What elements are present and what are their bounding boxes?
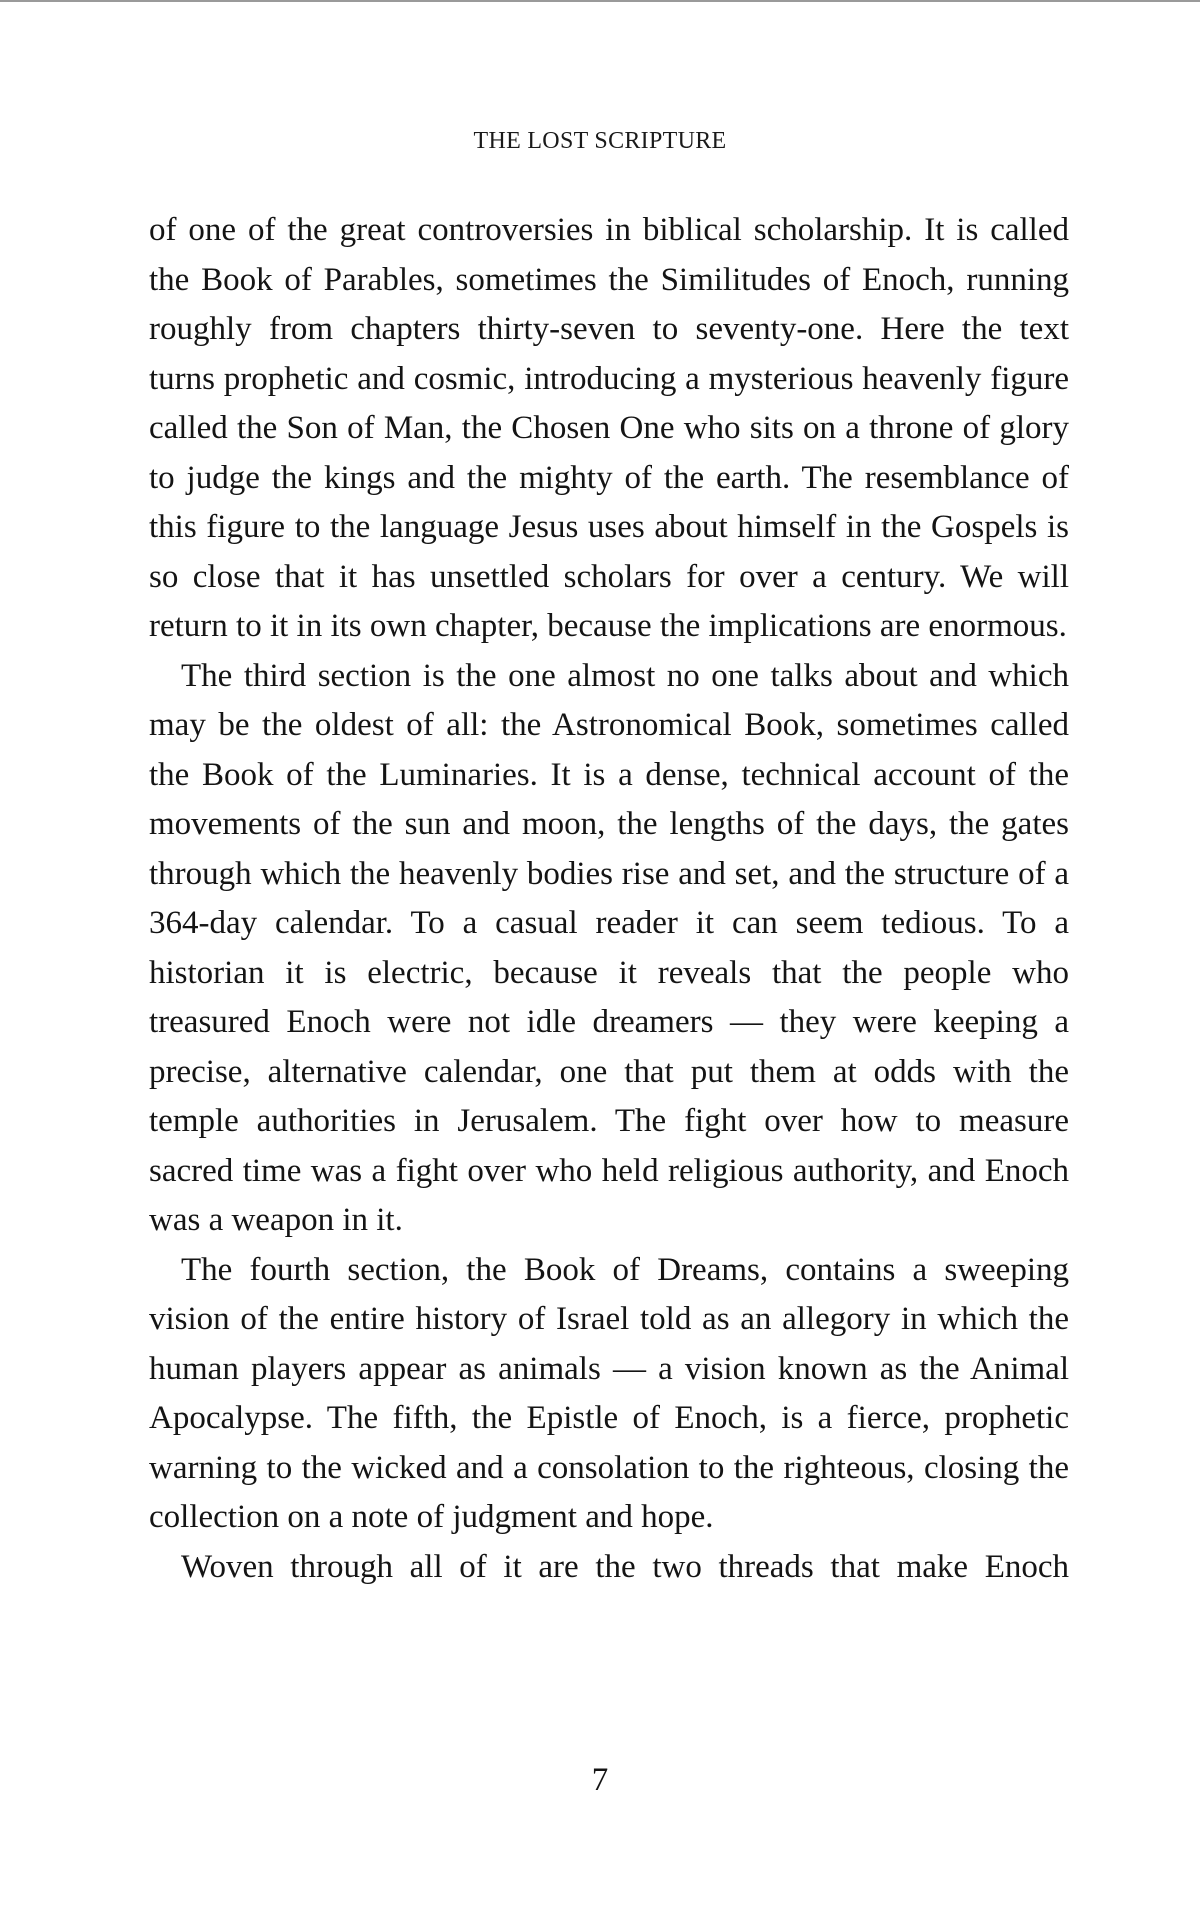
paragraph-woven-through: Woven through all of it are the two threads that make Enoch <box>181 1548 1069 1585</box>
running-head: THE LOST SCRIPTURE <box>473 128 727 154</box>
body-text <box>149 206 1069 1592</box>
paragraph-fourth-section: The fourth section, the Book of Dreams, contains a sweeping vision of the entire history of Israel told as an allegory in which the human players appear as animals — a vision known as the Animal Apocalypse. The fifth, the Epistle of Enoch, is a fierce, prophetic warning to the wicked and a consolation to the righteous, closing the collection on a note of judgment and hope. <box>149 1251 1069 1535</box>
top-border <box>0 0 1200 2</box>
page-number: 7 <box>591 1762 609 1798</box>
paragraph-continued: of one of the great controversies in biblical scholarship. It is called the Book of Parables, sometimes the Similitudes of Enoch, running roughly from chapters thirty-seven to seventy-one. Here the text turns prophetic and cosmic, introducing a mysterious heavenly figure called the Son of Man, the Chosen One who sits on a throne of glory to judge the kings and the mighty of the earth. The resemblance of this figure to the language Jesus uses about himself in the Gospels is so close that it has unsettled scholars for over a century. We will return to it in its own chapter, because the implications are enormous. <box>149 212 1069 644</box>
paragraph-third-section: The third section is the one almost no one talks about and which may be the oldest of all: the Astronomical Book, sometimes called the Book of the Luminaries. It is a dense, technical account of the movements of the sun and moon, the lengths of the days, the gates through which the heavenly bodies rise and set, and the structure of a 364-day calendar. To a casual reader it can seem tedious. To a historian it is electric, because it reveals that the people who treasured Enoch were not idle dreamers — they were keeping a precise, alternative calendar, one that put them at odds with the temple authorities in Jerusalem. The fight over how to measure sacred time was a fight over who held religious authority, and Enoch was a weapon in it. <box>149 657 1069 1238</box>
